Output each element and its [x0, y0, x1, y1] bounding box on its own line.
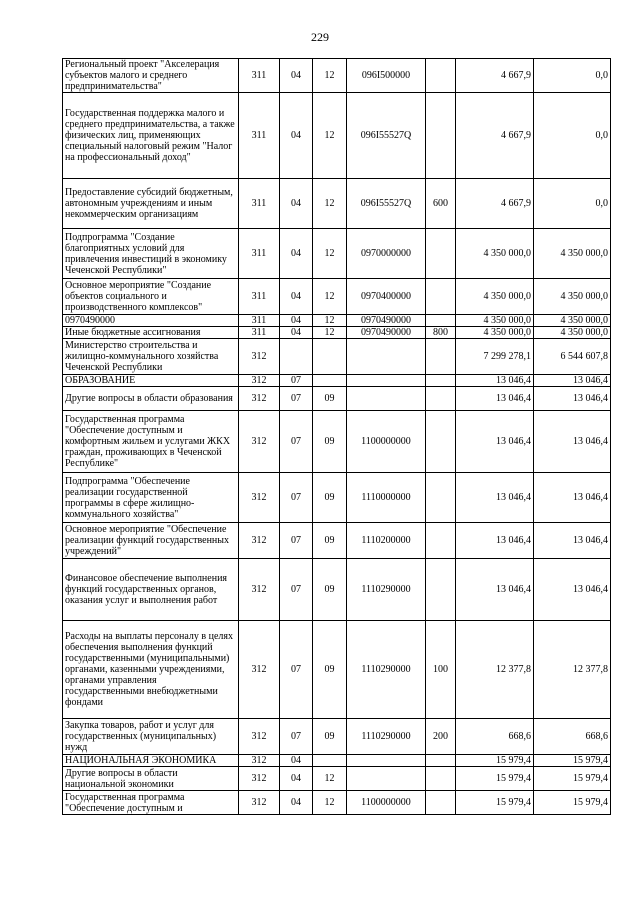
- amount-year1-cell: 4 667,9: [456, 59, 534, 93]
- section-code-cell: 07: [280, 559, 313, 621]
- expense-type-cell: [426, 767, 456, 791]
- grbs-code-cell: 311: [239, 315, 280, 327]
- target-article-cell: 0970000000: [347, 229, 426, 279]
- table-row: [63, 315, 611, 327]
- subsection-code-cell: 12: [313, 315, 347, 327]
- section-code-cell: 07: [280, 523, 313, 559]
- amount-year1-cell: 15 979,4: [456, 767, 534, 791]
- section-code-cell: 04: [280, 279, 313, 315]
- target-article-cell: 1110290000: [347, 719, 426, 755]
- table-row: [63, 179, 611, 229]
- table-row: [63, 559, 611, 621]
- amount-year1-cell: 13 046,4: [456, 559, 534, 621]
- amount-year2-cell: 13 046,4: [534, 523, 611, 559]
- amount-year1-cell: 12 377,8: [456, 621, 534, 719]
- row-name-cell: Финансовое обеспечение выполнения функций государственных органов, оказания услуг и выполнения работ: [63, 559, 239, 621]
- grbs-code-cell: 311: [239, 59, 280, 93]
- grbs-code-cell: 311: [239, 93, 280, 179]
- grbs-code-cell: 312: [239, 621, 280, 719]
- expense-type-cell: [426, 315, 456, 327]
- amount-year2-cell: 13 046,4: [534, 411, 611, 473]
- amount-year1-cell: 15 979,4: [456, 755, 534, 767]
- grbs-code-cell: 312: [239, 559, 280, 621]
- amount-year1-cell: 668,6: [456, 719, 534, 755]
- section-code-cell: 07: [280, 375, 313, 387]
- expense-type-cell: [426, 93, 456, 179]
- budget-table: [62, 58, 611, 815]
- expense-type-cell: [426, 375, 456, 387]
- row-name-cell: ОБРАЗОВАНИЕ: [63, 375, 239, 387]
- grbs-code-cell: 311: [239, 327, 280, 339]
- section-code-cell: 04: [280, 791, 313, 815]
- target-article-cell: [347, 375, 426, 387]
- amount-year2-cell: 15 979,4: [534, 767, 611, 791]
- target-article-cell: 1110200000: [347, 523, 426, 559]
- table-row: [63, 93, 611, 179]
- section-code-cell: 04: [280, 767, 313, 791]
- expense-type-cell: [426, 59, 456, 93]
- amount-year2-cell: 6 544 607,8: [534, 339, 611, 375]
- target-article-cell: 096I500000: [347, 59, 426, 93]
- section-code-cell: 04: [280, 93, 313, 179]
- subsection-code-cell: 09: [313, 559, 347, 621]
- subsection-code-cell: 09: [313, 387, 347, 411]
- grbs-code-cell: 312: [239, 755, 280, 767]
- amount-year2-cell: 13 046,4: [534, 559, 611, 621]
- subsection-code-cell: 09: [313, 719, 347, 755]
- budget-rows: [63, 59, 611, 815]
- section-code-cell: 07: [280, 621, 313, 719]
- subsection-code-cell: 09: [313, 473, 347, 523]
- table-row: [63, 279, 611, 315]
- amount-year1-cell: 13 046,4: [456, 473, 534, 523]
- amount-year1-cell: 7 299 278,1: [456, 339, 534, 375]
- subsection-code-cell: 09: [313, 523, 347, 559]
- subsection-code-cell: 09: [313, 411, 347, 473]
- row-name-cell: Государственная поддержка малого и среднего предпринимательства, а также физических лиц, применяющих специальный налоговый режим "Налог на профессиональный доход": [63, 93, 239, 179]
- subsection-code-cell: 12: [313, 229, 347, 279]
- grbs-code-cell: 311: [239, 179, 280, 229]
- section-code-cell: 04: [280, 179, 313, 229]
- grbs-code-cell: 311: [239, 229, 280, 279]
- target-article-cell: 096I55527Q: [347, 179, 426, 229]
- section-code-cell: 04: [280, 315, 313, 327]
- subsection-code-cell: 12: [313, 327, 347, 339]
- row-name-cell: Предоставление субсидий бюджетным, автономным учреждениям и иным некоммерческим организациям: [63, 179, 239, 229]
- amount-year1-cell: 4 667,9: [456, 179, 534, 229]
- expense-type-cell: [426, 791, 456, 815]
- amount-year1-cell: 4 350 000,0: [456, 279, 534, 315]
- grbs-code-cell: 312: [239, 473, 280, 523]
- expense-type-cell: 100: [426, 621, 456, 719]
- section-code-cell: 07: [280, 473, 313, 523]
- grbs-code-cell: 312: [239, 523, 280, 559]
- table-row: [63, 375, 611, 387]
- subsection-code-cell: 12: [313, 93, 347, 179]
- row-name-cell: Региональный проект "Акселерация субъектов малого и среднего предпринимательства": [63, 59, 239, 93]
- amount-year1-cell: 4 667,9: [456, 93, 534, 179]
- subsection-code-cell: 09: [313, 621, 347, 719]
- row-name-cell: Другие вопросы в области национальной экономики: [63, 767, 239, 791]
- expense-type-cell: [426, 473, 456, 523]
- row-name-cell: Государственная программа "Обеспечение доступным и комфортным жильем и услугами ЖКХ граждан, проживающих в Чеченской Республике": [63, 411, 239, 473]
- row-name-cell: Государственная программа "Обеспечение доступным и: [63, 791, 239, 815]
- table-row: [63, 473, 611, 523]
- target-article-cell: 1110000000: [347, 473, 426, 523]
- section-code-cell: 04: [280, 327, 313, 339]
- amount-year2-cell: 13 046,4: [534, 473, 611, 523]
- row-name-cell: Расходы на выплаты персоналу в целях обеспечения выполнения функций государственными (муниципальными) органами, казенными учреждениями, органами управления государственными внебюджетными фондами: [63, 621, 239, 719]
- amount-year1-cell: 4 350 000,0: [456, 229, 534, 279]
- grbs-code-cell: 312: [239, 339, 280, 375]
- amount-year2-cell: 0,0: [534, 93, 611, 179]
- table-row: [63, 339, 611, 375]
- target-article-cell: [347, 387, 426, 411]
- subsection-code-cell: 12: [313, 791, 347, 815]
- row-name-cell: Подпрограмма "Создание благоприятных условий для привлечения инвестиций в экономику Чеченской Республики": [63, 229, 239, 279]
- target-article-cell: 1110290000: [347, 559, 426, 621]
- subsection-code-cell: [313, 755, 347, 767]
- table-row: [63, 719, 611, 755]
- table-row: [63, 387, 611, 411]
- row-name-cell: Другие вопросы в области образования: [63, 387, 239, 411]
- grbs-code-cell: 312: [239, 411, 280, 473]
- amount-year2-cell: 668,6: [534, 719, 611, 755]
- row-name-cell: Основное мероприятие "Создание объектов социального и производственного комплексов": [63, 279, 239, 315]
- row-name-cell: НАЦИОНАЛЬНАЯ ЭКОНОМИКА: [63, 755, 239, 767]
- target-article-cell: [347, 339, 426, 375]
- section-code-cell: 04: [280, 59, 313, 93]
- section-code-cell: 04: [280, 229, 313, 279]
- subsection-code-cell: [313, 339, 347, 375]
- table-row: [63, 59, 611, 93]
- amount-year1-cell: 4 350 000,0: [456, 327, 534, 339]
- subsection-code-cell: 12: [313, 59, 347, 93]
- amount-year2-cell: 0,0: [534, 179, 611, 229]
- amount-year2-cell: 0,0: [534, 59, 611, 93]
- row-name-cell: 0970490000: [63, 315, 239, 327]
- target-article-cell: 1100000000: [347, 411, 426, 473]
- grbs-code-cell: 312: [239, 719, 280, 755]
- target-article-cell: [347, 755, 426, 767]
- amount-year2-cell: 13 046,4: [534, 375, 611, 387]
- subsection-code-cell: 12: [313, 279, 347, 315]
- expense-type-cell: 800: [426, 327, 456, 339]
- target-article-cell: 0970490000: [347, 315, 426, 327]
- expense-type-cell: [426, 387, 456, 411]
- amount-year2-cell: 15 979,4: [534, 755, 611, 767]
- row-name-cell: Иные бюджетные ассигнования: [63, 327, 239, 339]
- target-article-cell: [347, 767, 426, 791]
- amount-year1-cell: 4 350 000,0: [456, 315, 534, 327]
- amount-year2-cell: 4 350 000,0: [534, 229, 611, 279]
- target-article-cell: 096I55527Q: [347, 93, 426, 179]
- subsection-code-cell: 12: [313, 179, 347, 229]
- amount-year2-cell: 4 350 000,0: [534, 279, 611, 315]
- grbs-code-cell: 312: [239, 791, 280, 815]
- expense-type-cell: [426, 559, 456, 621]
- amount-year2-cell: 15 979,4: [534, 791, 611, 815]
- table-row: [63, 791, 611, 815]
- row-name-cell: Основное мероприятие "Обеспечение реализации функций государственных учреждений": [63, 523, 239, 559]
- expense-type-cell: [426, 755, 456, 767]
- section-code-cell: 07: [280, 719, 313, 755]
- expense-type-cell: 200: [426, 719, 456, 755]
- expense-type-cell: [426, 411, 456, 473]
- section-code-cell: 04: [280, 755, 313, 767]
- row-name-cell: Министерство строительства и жилищно-коммунального хозяйства Чеченской Республики: [63, 339, 239, 375]
- section-code-cell: [280, 339, 313, 375]
- table-row: [63, 755, 611, 767]
- section-code-cell: 07: [280, 387, 313, 411]
- row-name-cell: Закупка товаров, работ и услуг для государственных (муниципальных) нужд: [63, 719, 239, 755]
- expense-type-cell: [426, 523, 456, 559]
- row-name-cell: Подпрограмма "Обеспечение реализации государственной программы в сфере жилищно-коммунального хозяйства": [63, 473, 239, 523]
- expense-type-cell: 600: [426, 179, 456, 229]
- grbs-code-cell: 312: [239, 387, 280, 411]
- table-row: [63, 621, 611, 719]
- grbs-code-cell: 311: [239, 279, 280, 315]
- expense-type-cell: [426, 229, 456, 279]
- table-row: [63, 229, 611, 279]
- amount-year2-cell: 4 350 000,0: [534, 315, 611, 327]
- amount-year2-cell: 4 350 000,0: [534, 327, 611, 339]
- expense-type-cell: [426, 279, 456, 315]
- page-number: 229: [311, 30, 329, 44]
- subsection-code-cell: 12: [313, 767, 347, 791]
- section-code-cell: 07: [280, 411, 313, 473]
- amount-year1-cell: 13 046,4: [456, 375, 534, 387]
- target-article-cell: 0970400000: [347, 279, 426, 315]
- amount-year1-cell: 13 046,4: [456, 387, 534, 411]
- grbs-code-cell: 312: [239, 767, 280, 791]
- amount-year1-cell: 13 046,4: [456, 411, 534, 473]
- target-article-cell: 1110290000: [347, 621, 426, 719]
- amount-year1-cell: 15 979,4: [456, 791, 534, 815]
- table-row: [63, 767, 611, 791]
- grbs-code-cell: 312: [239, 375, 280, 387]
- amount-year2-cell: 13 046,4: [534, 387, 611, 411]
- target-article-cell: 0970490000: [347, 327, 426, 339]
- amount-year1-cell: 13 046,4: [456, 523, 534, 559]
- table-row: [63, 523, 611, 559]
- target-article-cell: 1100000000: [347, 791, 426, 815]
- table-row: [63, 411, 611, 473]
- subsection-code-cell: [313, 375, 347, 387]
- amount-year2-cell: 12 377,8: [534, 621, 611, 719]
- table-row: [63, 327, 611, 339]
- expense-type-cell: [426, 339, 456, 375]
